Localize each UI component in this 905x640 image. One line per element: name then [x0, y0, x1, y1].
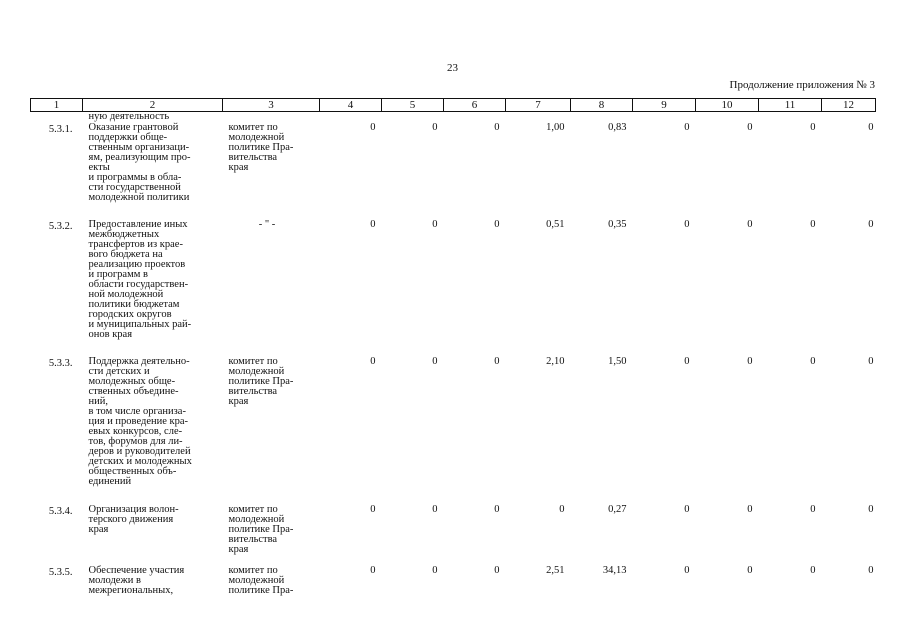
row-name: Оказание грантовой поддержки обще- ственным организаци- ям, реализующим про- екты и программы в обла- сти государственной молодежной политики [88, 122, 191, 203]
row-value: 0 [432, 122, 438, 133]
row-value: 0 [432, 504, 438, 515]
row-value: 0 [868, 122, 874, 133]
row-value: 0 [370, 122, 376, 133]
column-header: 12 [822, 99, 876, 112]
column-number-header [31, 99, 876, 112]
table-row [31, 505, 876, 566]
row-value: 0 [747, 356, 753, 367]
row-executor: комитет по молодежной политике Пра- вительства края [228, 122, 294, 173]
row-value: 0 [747, 565, 753, 576]
row-value: 0 [810, 122, 816, 133]
column-header: 11 [759, 99, 822, 112]
row-value: 0 [810, 504, 816, 515]
column-header: 7 [506, 99, 571, 112]
row-value: 0 [684, 356, 690, 367]
row-name: Поддержка деятельно- сти детских и молодежных обще- ственных объедине- ний, в том числе организа- ция и проведение кра- евых конкурсов, сле- тов, форумов для ли- деров и руководителей детских и молодежных общественных объ- единений [88, 356, 192, 487]
column-header: 4 [320, 99, 382, 112]
row-value: 0 [370, 504, 376, 515]
row-value: 0 [370, 356, 376, 367]
row-executor: комитет по молодежной политике Пра- вительства края [228, 504, 294, 555]
continuation-label: Продолжение приложения № 3 [729, 79, 875, 91]
row-value: 0 [868, 565, 874, 576]
row-value: 0,83 [608, 122, 627, 133]
column-header: 1 [31, 99, 83, 112]
row-name: Организация волон- терского движения края [88, 504, 179, 535]
row-code: 5.3.1. [48, 124, 73, 135]
row-value: 0 [370, 219, 376, 230]
row-value: 0 [494, 504, 500, 515]
row-value: 0 [810, 219, 816, 230]
row-value: 0 [494, 356, 500, 367]
row-value: 0,35 [608, 219, 627, 230]
row-value: 1,50 [608, 356, 627, 367]
column-header: 5 [382, 99, 444, 112]
row-executor: комитет по молодежной политике Пра- вительства края [228, 356, 294, 407]
row-value: 0 [559, 504, 565, 515]
row-value: 2,51 [546, 565, 565, 576]
column-header: 2 [83, 99, 223, 112]
row-value: 0 [684, 504, 690, 515]
row-value: 0 [494, 219, 500, 230]
column-header: 6 [444, 99, 506, 112]
table-row [31, 220, 876, 357]
page-number: 23 [447, 62, 458, 74]
row-code: 5.3.5. [48, 567, 73, 578]
appendix-table [30, 98, 876, 608]
row-value: 0 [432, 565, 438, 576]
row-value: 0 [684, 122, 690, 133]
row-value: 0 [747, 504, 753, 515]
row-value: 1,00 [546, 122, 565, 133]
row-executor: - " - [258, 219, 276, 230]
table-row [31, 566, 876, 608]
row-value: 0 [432, 219, 438, 230]
column-header: 8 [571, 99, 633, 112]
column-header: 9 [633, 99, 696, 112]
row-value: 0 [432, 356, 438, 367]
row-value: 0 [868, 504, 874, 515]
row-name: Обеспечение участия молодежи в межрегиональных, [88, 565, 185, 596]
row-value: 0 [747, 219, 753, 230]
row-value: 0 [747, 122, 753, 133]
row-value: 0 [684, 219, 690, 230]
row-value: 0 [684, 565, 690, 576]
row-code: 5.3.2. [48, 221, 73, 232]
row-value: 2,10 [546, 356, 565, 367]
row-value: 0 [494, 122, 500, 133]
row-name: Предоставление иных межбюджетных трансфертов из крае- вого бюджета на реализацию проектов и программ в области государствен- ной молодежной политики бюджетам городских округов и муниципальных рай- онов края [88, 219, 192, 340]
row-value: 0,51 [546, 219, 565, 230]
continuation-text: ную деятельность [88, 111, 170, 122]
row-value: 0 [868, 356, 874, 367]
table-row [31, 357, 876, 505]
column-header: 10 [696, 99, 759, 112]
table-row [31, 123, 876, 220]
row-value: 34,13 [602, 565, 627, 576]
row-code: 5.3.4. [48, 506, 73, 517]
row-value: 0 [810, 565, 816, 576]
column-header: 3 [223, 99, 320, 112]
row-value: 0,27 [608, 504, 627, 515]
row-value: 0 [868, 219, 874, 230]
row-value: 0 [494, 565, 500, 576]
row-value: 0 [370, 565, 376, 576]
row-executor: комитет по молодежной политике Пра- [228, 565, 294, 596]
row-value: 0 [810, 356, 816, 367]
row-code: 5.3.3. [48, 358, 73, 369]
